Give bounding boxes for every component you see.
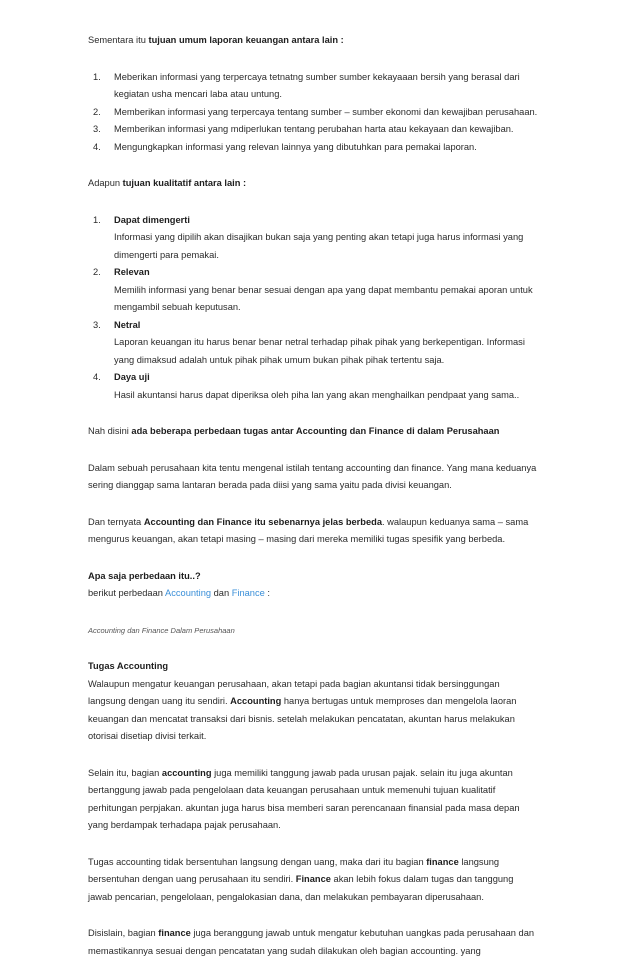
paragraph: Dalam sebuah perusahaan kita tentu mengenal istilah tentang accounting dan finance. Yang mana keduanya sering dianggap sama lantaran berada pada diisi yang sama yaitu pada divisi keuangan.	[88, 462, 537, 490]
list-item: 4. Daya uji Hasil akuntansi harus dapat diperiksa oleh piha lan yang akan menghailkan pendpaat yang sama..	[93, 372, 520, 400]
item-title: Dapat dimengerti	[114, 214, 190, 225]
list-item: 3. Memberikan informasi yang mdiperlukan tentang perubahan harta atau kekayaan dan kewajiban.	[93, 124, 514, 134]
item-title: Daya uji	[114, 372, 150, 382]
differences-intro: Nah disini ada beberapa perbedaan tugas antar Accounting dan Finance di dalam Perusahaan	[88, 426, 500, 436]
paragraph: Selain itu, bagian accounting juga memiliki tanggung jawab pada urusan pajak. selain itu juga akuntan bertanggung jawab pada pengelolaan data keuangan perusahaan untuk memenuhi tujuan kualitatif perhitungan perpjakan. akuntan juga harus bisa memberi saran perencanaan finansial pada masa depan yang berdampak terhadapa pajak perusahaan.	[88, 767, 520, 830]
paragraph: Dan ternyata Accounting dan Finance itu sebenarnya jelas berbeda. walaupun keduanya sama – sama mengurus keuangan, akan tetapi masing – masing dari mereka memiliki tugas spesifik yang berbeda.	[88, 516, 529, 544]
intro-text: Sementara itu	[88, 35, 149, 45]
list-item: 1. Dapat dimengerti Informasi yang dipilih akan disajikan bukan saja yang penting akan tetapi juga harus informasi yang dimengerti para pemakai.	[93, 214, 524, 260]
paragraph: Tugas accounting tidak bersentuhan langsung dengan uang, maka dari itu bagian finance langsung bersentuhan dengan uang perusahaan itu sendiri. Finance akan lebih fokus dalam tugas dan tanggung jawab pencarian, pengelolaan, pengalokasian dana, dan melakukan pembayaran diperusahaan.	[88, 856, 514, 902]
section-heading: Tugas Accounting	[88, 661, 169, 671]
question-heading: Apa saja perbedaan itu..?	[88, 570, 201, 581]
paragraph: Disislain, bagian finance juga beranggung jawab untuk mengatur kebutuhan uangkas pada perusahaan dan memastikannya sesuai dengan pencatatan yang sudah dilakukan oleh bagian accounting. yang	[88, 928, 535, 956]
list-item: 1. Meberikan informasi yang terpercaya tetnatng sumber sumber kekayaaan bersih yang berasal dari kegiatan usha mencari laba atau untung.	[93, 71, 520, 99]
qualitative-goals-intro: Adapun tujuan kualitatif antara lain :	[88, 178, 247, 188]
item-title: Netral	[114, 319, 141, 330]
intro-bold: tujuan umum laporan keuangan antara lain :	[148, 35, 344, 45]
accounting-section: Tugas Accounting Walaupun mengatur keuangan perusahaan, akan tetapi pada bagian akuntansi tidak bersinggungan langsung dengan uang itu sendiri. Accounting hanya bertugas untuk memproses dan mengelola laoran keuangan dan mencatat transaksi dari bisnis. setelah melakukan pencatatan, akuntan harus melakukan otorisai disetiap divisi terkait.	[88, 661, 517, 741]
qualitative-goals-list	[88, 212, 538, 405]
question-block: Apa saja perbedaan itu..? berikut perbedaan Accounting dan Finance :	[88, 570, 270, 598]
finance-link[interactable]: Finance	[231, 588, 265, 598]
general-goals-list	[88, 69, 538, 157]
list-item: 3. Netral Laporan keuangan itu harus benar benar netral terhadap pihak pihak yang berkepentigan. Informasi yang dimaksud adalah untuk pihak pihak umum bukan pihak pihak tertentu saja.	[93, 319, 525, 365]
image-caption: Accounting dan Finance Dalam Perusahaan	[88, 625, 235, 635]
list-item: 2. Memberikan informasi yang terpercaya tentang sumber – sumber ekonomi dan kewajiban perusahaan.	[93, 106, 538, 117]
list-item: 4. Mengungkapkan informasi yang relevan lainnya yang dibutuhkan para pemakai laporan.	[93, 141, 477, 152]
item-title: Relevan	[114, 267, 150, 277]
general-goals-intro	[88, 32, 538, 50]
accounting-link[interactable]: Accounting	[165, 588, 212, 598]
list-item: 2. Relevan Memilih informasi yang benar benar sesuai dengan apa yang dapat membantu pemakai aporan untuk mengambil sebuah keputusan.	[93, 267, 533, 312]
